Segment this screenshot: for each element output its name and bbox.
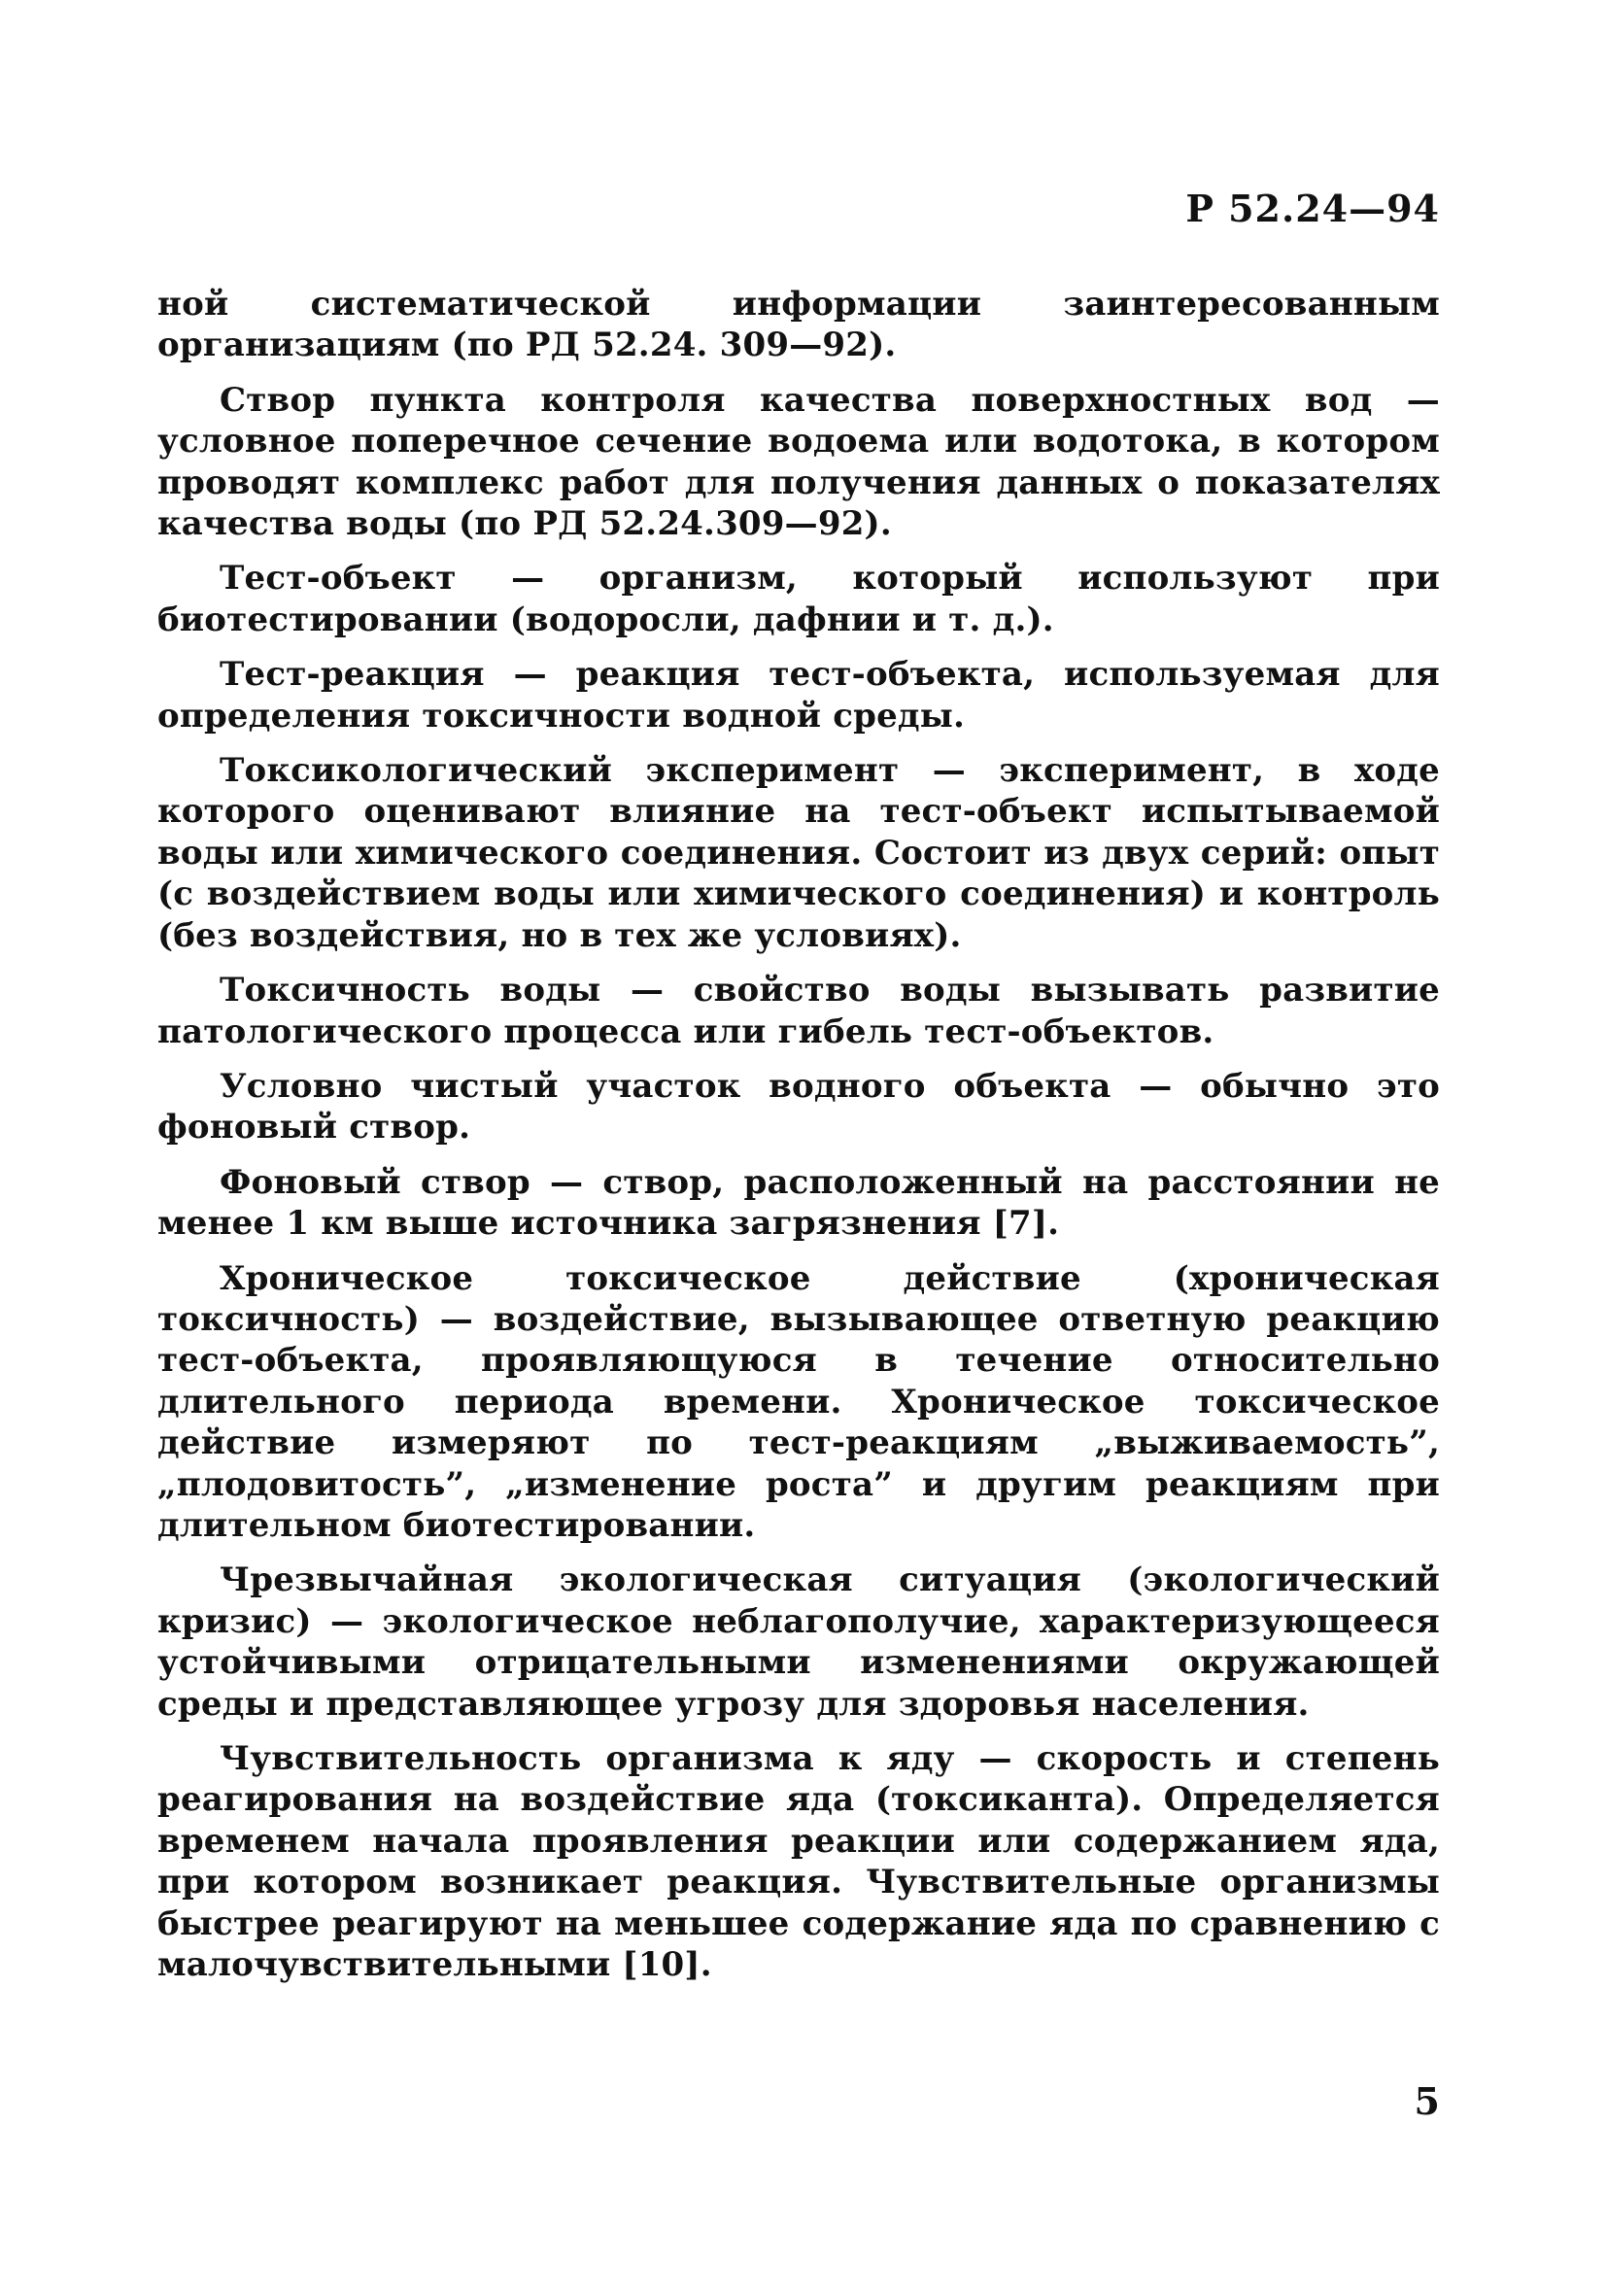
page-number: 5 xyxy=(1414,2079,1440,2123)
definition-paragraph xyxy=(157,1162,1440,1245)
definition-paragraph xyxy=(157,1738,1440,1985)
paragraph-text: ной систематической информации заинтересованным организациям (по РД 52.24. 309—92). xyxy=(157,285,1440,365)
document-code: Р 52.24—94 xyxy=(1185,187,1440,230)
definition-paragraph xyxy=(157,654,1440,737)
paragraph-term: Створ пункта контроля качества поверхностных вод xyxy=(220,380,1373,420)
paragraph-term: Токсикологический эксперимент xyxy=(220,751,900,791)
paragraph-text: — эксперимент, в ходе которого оценивают влияние на тест-объект испытываемой воды или химического соединения. Состоит из двух серий: опыт (с воздействием воды или химического соединения) и контроль (без воздействия, но в тех же условиях). xyxy=(157,751,1440,955)
paragraph-term: Чувствительность организма к яду xyxy=(220,1739,955,1778)
definition-paragraph xyxy=(157,1258,1440,1547)
paragraph-text: — экологическое неблагополучие, характеризующееся устойчивыми отрицательными изменениями окружающей среды и представляющее угрозу для здоровья населения. xyxy=(157,1601,1440,1724)
definition-paragraph xyxy=(157,380,1440,545)
paragraph-term: Тест-объект xyxy=(220,559,457,599)
definition-paragraph xyxy=(157,970,1440,1052)
paragraph-term: Условно чистый участок водного объекта xyxy=(220,1066,1111,1106)
definition-paragraph xyxy=(157,1066,1440,1148)
paragraph-term: Чрезвычайная экологическая ситуация (экологический кризис) xyxy=(157,1560,1440,1641)
paragraph-term: Хроническое токсическое действие (хроническая токсичность) xyxy=(157,1258,1440,1339)
paragraph-text: — организм, который используют при биотестировании (водоросли, дафнии и т. д.). xyxy=(157,559,1440,639)
definition-paragraph xyxy=(157,750,1440,956)
document-body xyxy=(157,284,1440,1999)
paragraph-text: — воздействие, вызывающее ответную реакцию тест-объекта, проявляющуюся в течение относительно длительного периода времени. Хроническое токсическое действие измеряют по тест-реакциям „выживаемость”, „плодовитость”, „изменение роста” и другим реакциям при длительном биотестировании. xyxy=(157,1299,1440,1545)
paragraph-text: — свойство воды вызывать развитие патологического процесса или гибель тест-объектов. xyxy=(157,971,1440,1051)
paragraph-text: — скорость и степень реагирования на воздействие яда (токсиканта). Определяется временем начала проявления реакции или содержанием яда, при котором возникает реакция. Чувствительные организмы быстрее реагируют на меньшее содержание яда по сравнению с малочувствительными [10]. xyxy=(157,1739,1440,1985)
paragraph-continuation xyxy=(157,284,1440,366)
paragraph-text: — реакция тест-объекта, используемая для определения токсичности водной среды. xyxy=(157,655,1440,736)
paragraph-term: Фоновый створ xyxy=(220,1162,530,1202)
paragraph-term: Тест-реакция xyxy=(220,655,485,695)
paragraph-text: — обычно это фоновый створ. xyxy=(157,1066,1440,1148)
paragraph-text: — условное поперечное сечение водоема или водотока, в котором проводят комплекс работ для получения данных о показателях качества воды (по РД 52.24.309—92). xyxy=(157,380,1440,544)
paragraph-text: — створ, расположенный на расстоянии не менее 1 км выше источника загрязнения [7]. xyxy=(157,1162,1440,1244)
paragraph-term: Токсичность воды xyxy=(220,971,601,1011)
definition-paragraph xyxy=(157,1559,1440,1725)
definition-paragraph xyxy=(157,558,1440,640)
